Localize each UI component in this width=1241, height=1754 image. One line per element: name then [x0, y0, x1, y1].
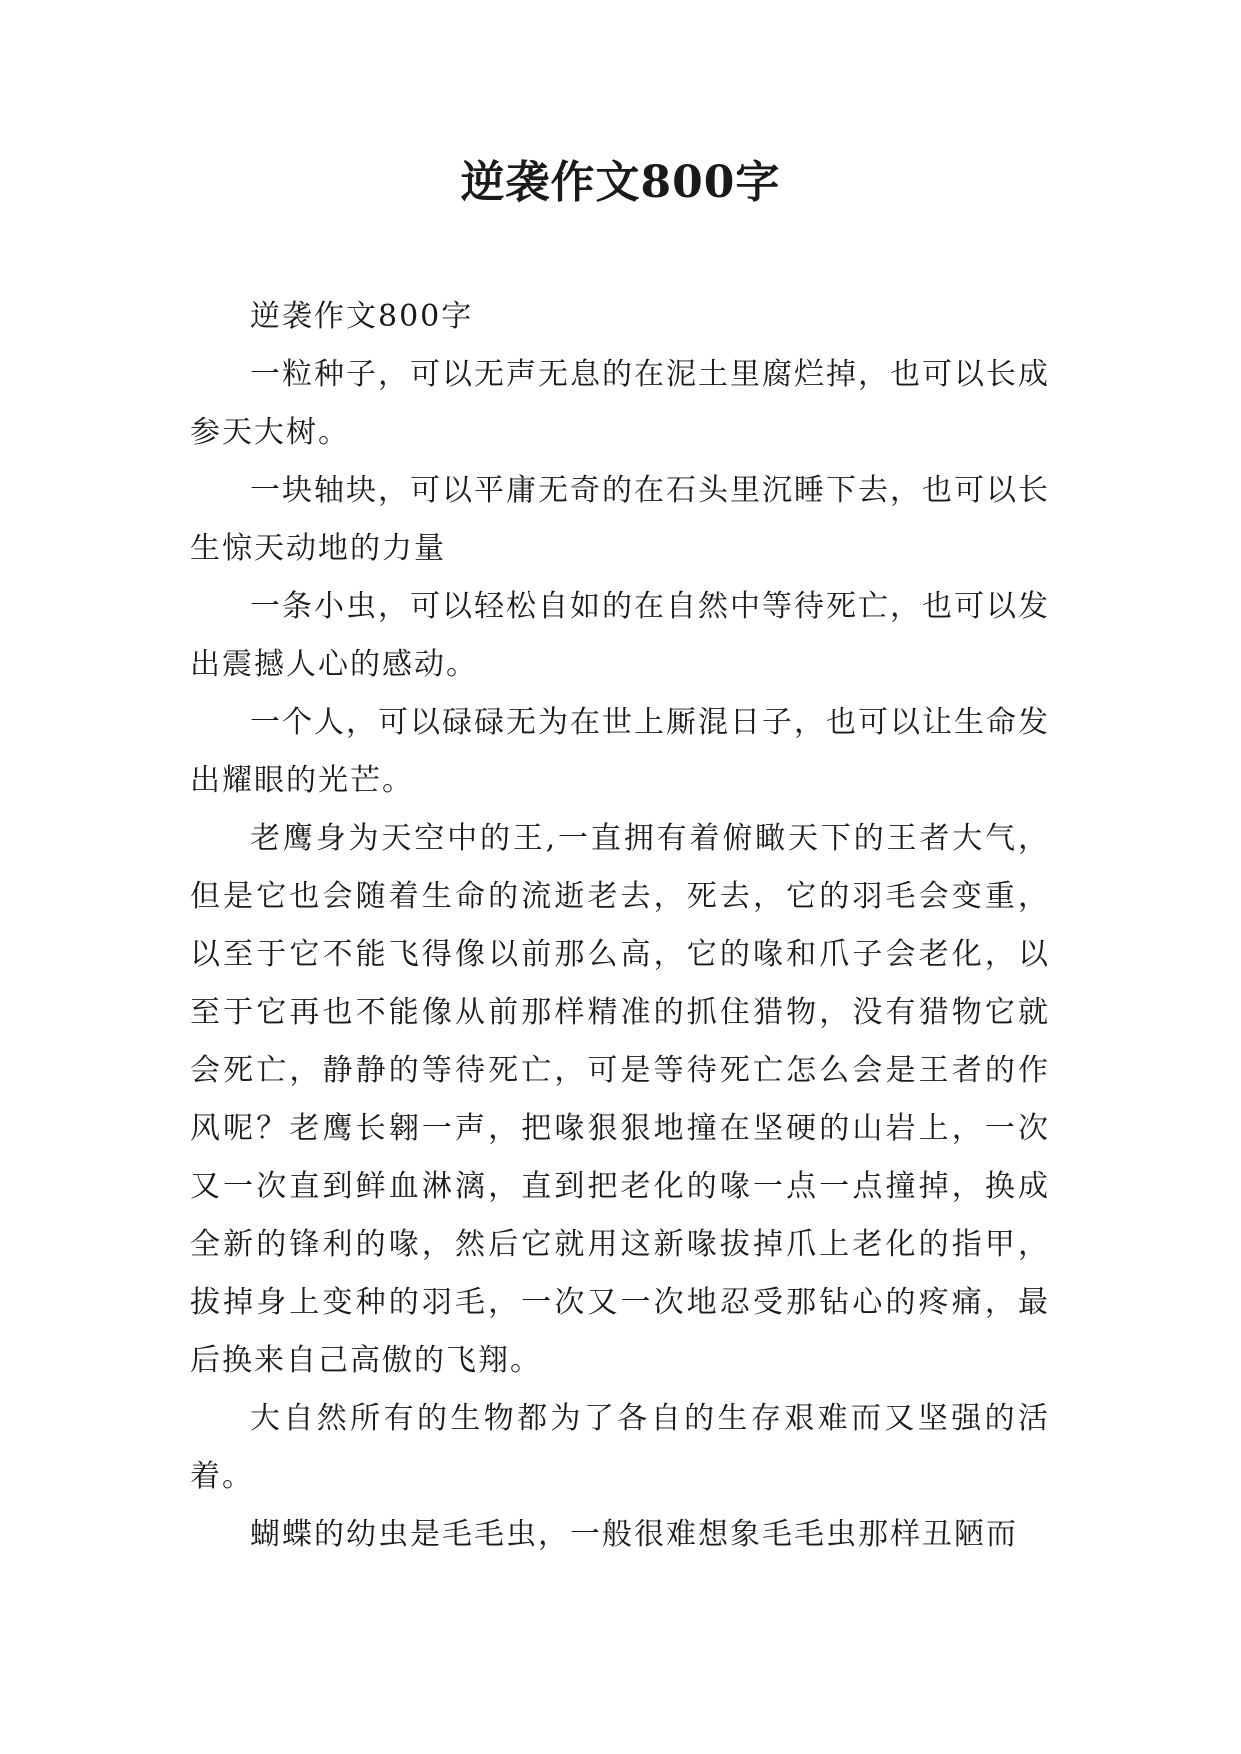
paragraph: 一粒种子，可以无声无息的在泥土里腐烂掉，也可以长成参天大树。: [190, 357, 1050, 450]
paragraph: 蝴蝶的幼虫是毛毛虫，一般很难想象毛毛虫那样丑陋而: [250, 1517, 1018, 1552]
paragraph: 一块轴块，可以平庸无奇的在石头里沉睡下去，也可以长生惊天动地的力量: [190, 473, 1050, 566]
document-title: 逆袭作文800字: [460, 157, 781, 208]
paragraph: 一个人，可以碌碌无为在世上厮混日子，也可以让生命发出耀眼的光芒。: [190, 705, 1050, 798]
paragraph: 一条小虫，可以轻松自如的在自然中等待死亡，也可以发出震撼人心的感动。: [190, 589, 1050, 682]
paragraph: 老鹰身为天空中的王,一直拥有着俯瞰天下的王者大气，但是它也会随着生命的流逝老去，死去，它的羽毛会变重，以至于它不能飞得像以前那么高，它的喙和爪子会老化，以至于它再也不能像从前那样精准的抓住猎物，没有猎物它就会死亡，静静的等待死亡，可是等待死亡怎么会是王者的作风呢？老鹰长翱一声，把喙狠狠地撞在坚硬的山岩上，一次又一次直到鲜血淋漓，直到把老化的喙一点一点撞掉，换成全新的锋利的喙，然后它就用这新喙拔掉爪上老化的指甲，拔掉身上变种的羽毛，一次又一次地忍受那钻心的疼痛，最后换来自己高傲的飞翔。: [190, 821, 1050, 1378]
paragraph: 大自然所有的生物都为了各自的生存艰难而又坚强的活着。: [190, 1401, 1050, 1494]
document-body: [190, 288, 1050, 1564]
paragraph: 逆袭作文800字: [250, 299, 474, 334]
